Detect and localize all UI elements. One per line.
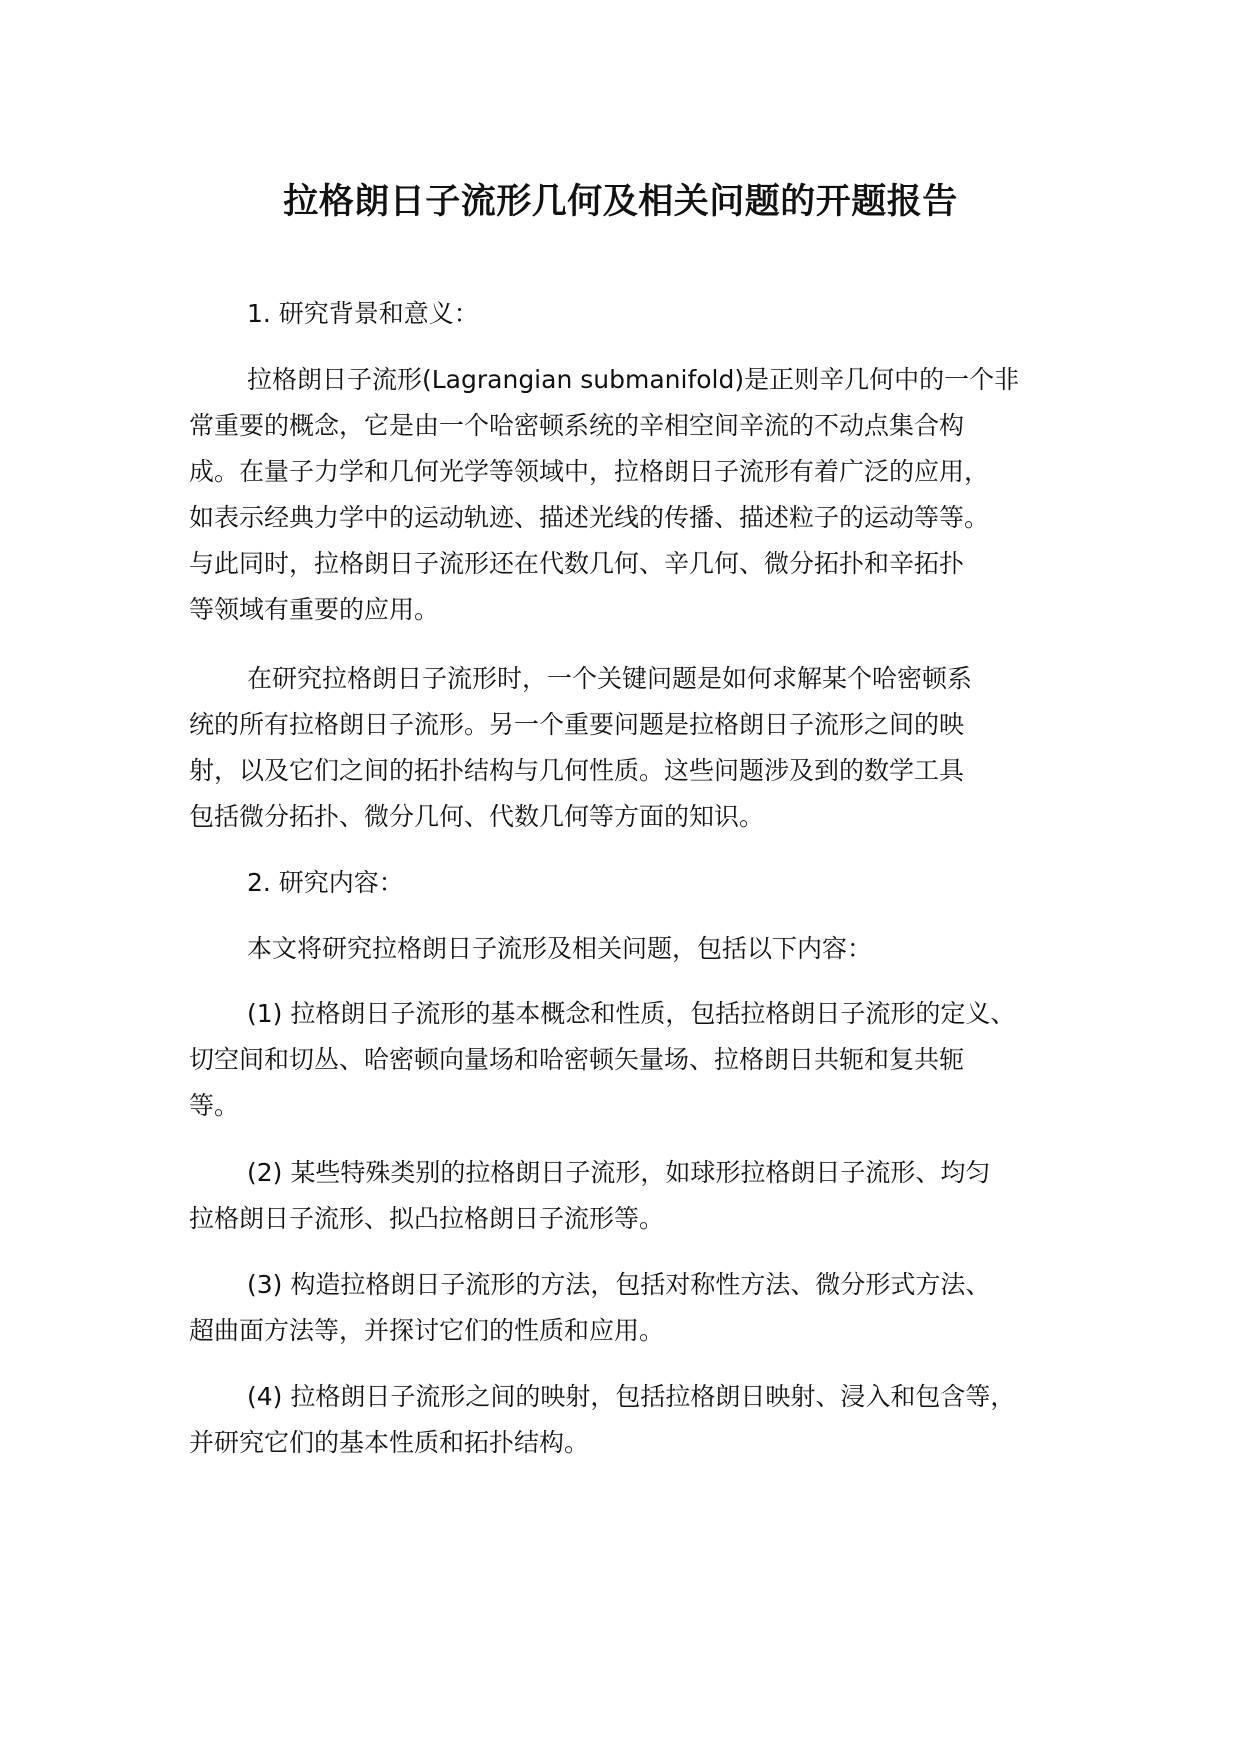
paragraph-background-definition xyxy=(189,357,1089,633)
section-heading-background xyxy=(189,291,1089,337)
paragraph-line: (1) 拉格朗日子流形的基本概念和性质，包括拉格朗日子流形的定义、 xyxy=(247,999,1016,1028)
paragraph-line: 1. 研究背景和意义： xyxy=(247,299,479,328)
paragraph-line: (3) 构造拉格朗日子流形的方法，包括对称性方法、微分形式方法、 xyxy=(247,1270,991,1299)
paragraph-line: 统的所有拉格朗日子流形。另一个重要问题是拉格朗日子流形之间的映 xyxy=(189,710,965,739)
paragraph-line: (4) 拉格朗日子流形之间的映射，包括拉格朗日映射、浸入和包含等， xyxy=(247,1382,1016,1411)
paragraph-line: 如表示经典力学中的运动轨迹、描述光线的传播、描述粒子的运动等等。 xyxy=(189,503,990,532)
document-title: 拉格朗日子流形几何及相关问题的开题报告 xyxy=(283,182,958,222)
paragraph-line: 成。在量子力学和几何光学等领域中，拉格朗日子流形有着广泛的应用， xyxy=(189,457,990,486)
paragraph-line: 包括微分拓扑、微分几何、代数几何等方面的知识。 xyxy=(189,802,765,831)
paragraph-key-problems xyxy=(189,656,1089,840)
list-item-4 xyxy=(189,1374,1089,1466)
paragraph-line: 拉格朗日子流形(Lagrangian submanifold)是正则辛几何中的一个非 xyxy=(247,365,1020,394)
paragraph-line: 切空间和切丛、哈密顿向量场和哈密顿矢量场、拉格朗日共轭和复共轭 xyxy=(189,1045,965,1074)
paragraph-line: 并研究它们的基本性质和拓扑结构。 xyxy=(189,1428,590,1457)
list-item-1 xyxy=(189,991,1089,1129)
paragraph-line: 拉格朗日子流形、拟凸拉格朗日子流形等。 xyxy=(189,1204,665,1233)
list-item-2 xyxy=(189,1150,1089,1242)
paragraph-intro-list xyxy=(189,926,1089,972)
paragraph-line: 射，以及它们之间的拓扑结构与几何性质。这些问题涉及到的数学工具 xyxy=(189,756,965,785)
paragraph-line: 等。 xyxy=(189,1091,240,1120)
paragraph-line: 与此同时，拉格朗日子流形还在代数几何、辛几何、微分拓扑和辛拓扑 xyxy=(189,549,965,578)
paragraph-line: 2. 研究内容： xyxy=(247,868,404,897)
section-heading-content xyxy=(189,860,1089,906)
paragraph-line: 等领域有重要的应用。 xyxy=(189,595,440,624)
paragraph-line: (2) 某些特殊类别的拉格朗日子流形，如球形拉格朗日子流形、均匀 xyxy=(247,1158,991,1187)
paragraph-line: 超曲面方法等，并探讨它们的性质和应用。 xyxy=(189,1316,665,1345)
paragraph-line: 本文将研究拉格朗日子流形及相关问题，包括以下内容： xyxy=(247,934,873,963)
list-item-3 xyxy=(189,1262,1089,1354)
paragraph-line: 在研究拉格朗日子流形时，一个关键问题是如何求解某个哈密顿系 xyxy=(247,664,973,693)
paragraph-line: 常重要的概念，它是由一个哈密顿系统的辛相空间辛流的不动点集合构 xyxy=(189,411,965,440)
